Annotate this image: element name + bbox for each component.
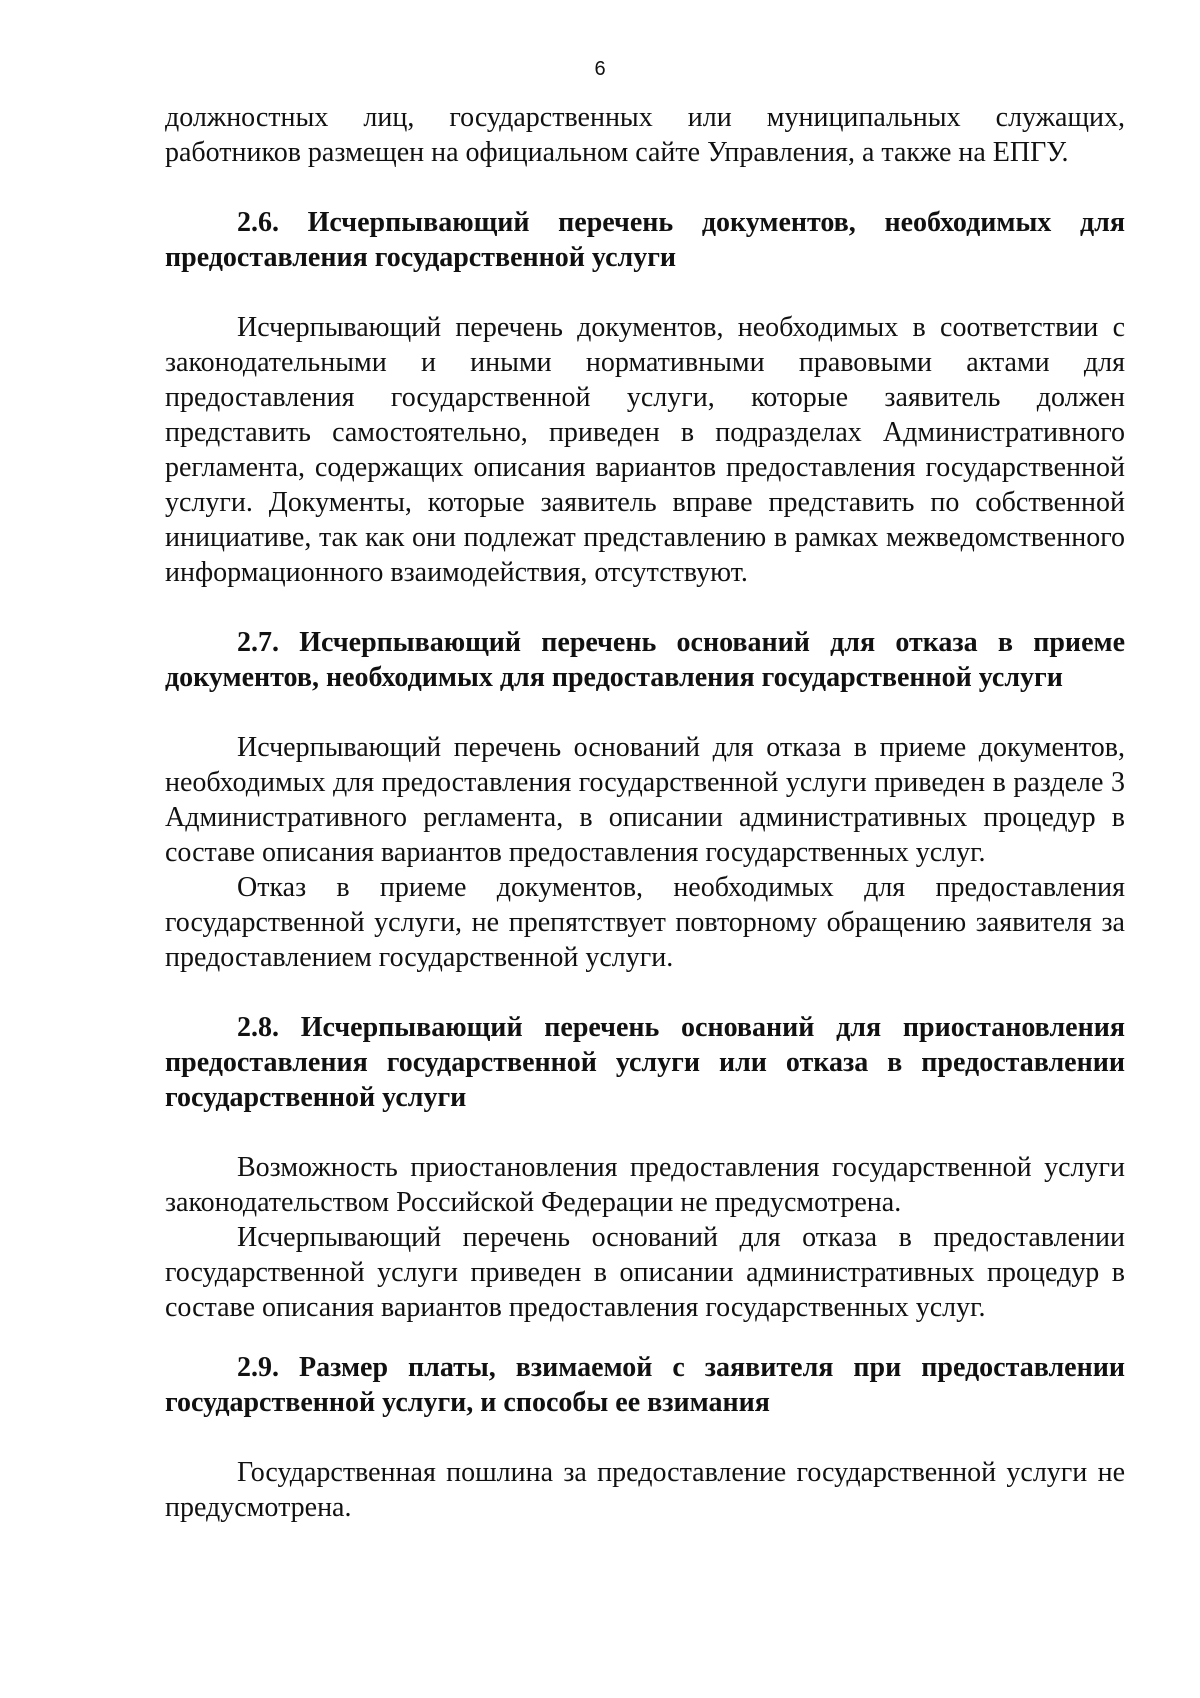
section-2-7-heading: 2.7. Исчерпывающий перечень оснований для отказа в приеме документов, необходимых для предоставления государственной услуги [165, 627, 1125, 693]
document-body [165, 100, 1125, 1525]
section-2-6-heading: 2.6. Исчерпывающий перечень документов, необходимых для предоставления государственной услуги [165, 207, 1125, 273]
section-2-9-heading: 2.9. Размер платы, взимаемой с заявителя при предоставлении государственной услуги, и способы ее взимания [165, 1352, 1125, 1418]
page-number: 6 [594, 58, 606, 80]
section-2-8-paragraph-1: Возможность приостановления предоставления государственной услуги законодательством Российской Федерации не предусмотрена. [165, 1152, 1125, 1218]
section-2-7-paragraph-1: Исчерпывающий перечень оснований для отказа в приеме документов, необходимых для предоставления государственной услуги приведен в разделе 3 Административного регламента, в описании административных процедур в составе описания вариантов предоставления государственных услуг. [165, 732, 1125, 868]
section-2-8-heading: 2.8. Исчерпывающий перечень оснований для приостановления предоставления государственной услуги или отказа в предоставлении государственной услуги [165, 1012, 1125, 1113]
section-2-9-paragraph-1: Государственная пошлина за предоставление государственной услуги не предусмотрена. [165, 1457, 1125, 1523]
intro-paragraph: должностных лиц, государственных или муниципальных служащих, работников размещен на официальном сайте Управления, а также на ЕПГУ. [165, 102, 1125, 168]
section-2-6-paragraph-1: Исчерпывающий перечень документов, необходимых в соответствии с законодательными и иными нормативными правовыми актами для предоставления государственной услуги, которые заявитель должен представить самостоятельно, приведен в подразделах Административного регламента, содержащих описания вариантов предоставления государственной услуги. Документы, которые заявитель вправе представить по собственной инициативе, так как они подлежат представлению в рамках межведомственного информационного взаимодействия, отсутствуют. [165, 312, 1125, 588]
section-2-7-paragraph-2: Отказ в приеме документов, необходимых для предоставления государственной услуги, не препятствует повторному обращению заявителя за предоставлением государственной услуги. [165, 872, 1125, 973]
section-2-8-paragraph-2: Исчерпывающий перечень оснований для отказа в предоставлении государственной услуги приведен в описании административных процедур в составе описания вариантов предоставления государственных услуг. [165, 1222, 1125, 1323]
